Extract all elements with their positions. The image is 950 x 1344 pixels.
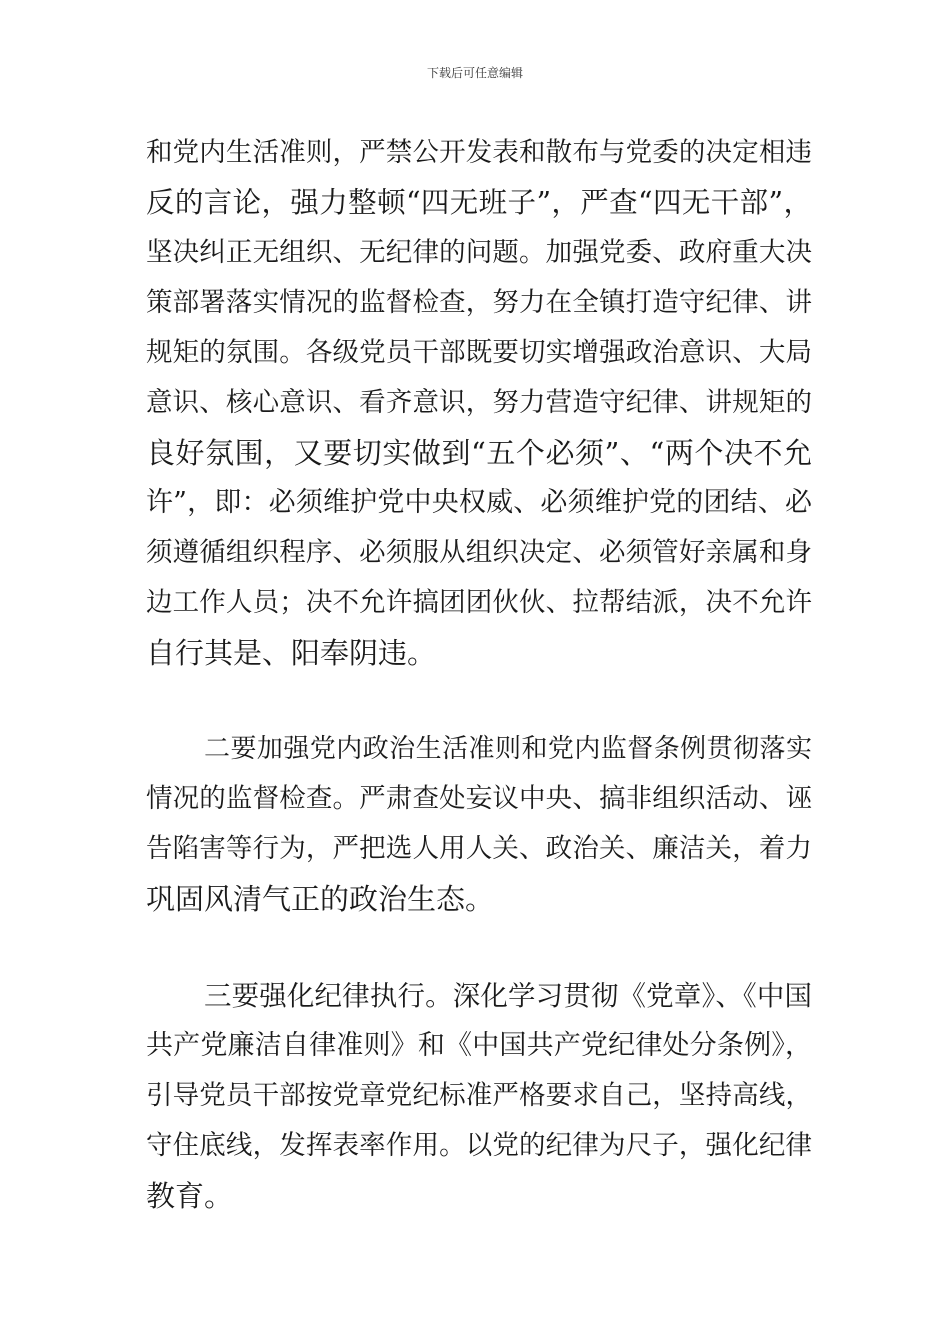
paragraph-line: 反的言论，强力整顿“四无班子”，严查“四无干部”， [146, 186, 812, 219]
paragraph-line: 引导党员干部按党章党纪标准严格要求自己，坚持高线， [146, 1080, 812, 1111]
paragraph-line: 共产党廉洁自律准则》和《中国共产党纪律处分条例》， [146, 1030, 812, 1061]
paragraph-line: 良好氛围，又要切实做到“五个必须”、“两个决不允 [146, 436, 812, 470]
paragraph-line: 告陷害等行为，严把选人用人关、政治关、廉洁关，着力 [146, 833, 812, 864]
paragraph-line: 情况的监督检查。严肃查处妄议中央、搞非组织活动、诬 [146, 783, 812, 814]
paragraph-line: 和党内生活准则，严禁公开发表和散布与党委的决定相违 [146, 137, 812, 168]
paragraph-line: 边工作人员；决不允许搞团团伙伙、拉帮结派，决不允许 [146, 587, 812, 618]
paragraph-line: 三要强化纪律执行。深化学习贯彻《党章》、《中国 [204, 980, 812, 1012]
paragraph-line: 许”，即：必须维护党中央权威、必须维护党的团结、必 [146, 487, 812, 518]
paragraph-line: 意识、核心意识、看齐意识，努力营造守纪律、讲规矩的 [146, 387, 812, 418]
paragraph-line: 巩固风清气正的政治生态。 [146, 882, 495, 916]
paragraph-line: 策部署落实情况的监督检查，努力在全镇打造守纪律、讲 [146, 287, 812, 318]
paragraph-line: 坚决纠正无组织、无纪律的问题。加强党委、政府重大决 [146, 237, 812, 268]
paragraph-line: 教育。 [146, 1179, 234, 1213]
paragraph-line: 二要加强党内政治生活准则和党内监督条例贯彻落实 [204, 734, 812, 764]
page-header: 下载后可任意编辑 [426, 66, 523, 80]
paragraph-line: 守住底线，发挥表率作用。以党的纪律为尺子，强化纪律 [146, 1130, 812, 1161]
paragraph-line: 规矩的氛围。各级党员干部既要切实增强政治意识、大局 [146, 337, 812, 368]
paragraph-line: 自行其是、阳奉阴违。 [146, 636, 437, 670]
paragraph-line: 须遵循组织程序、必须服从组织决定、必须管好亲属和身 [146, 537, 812, 568]
